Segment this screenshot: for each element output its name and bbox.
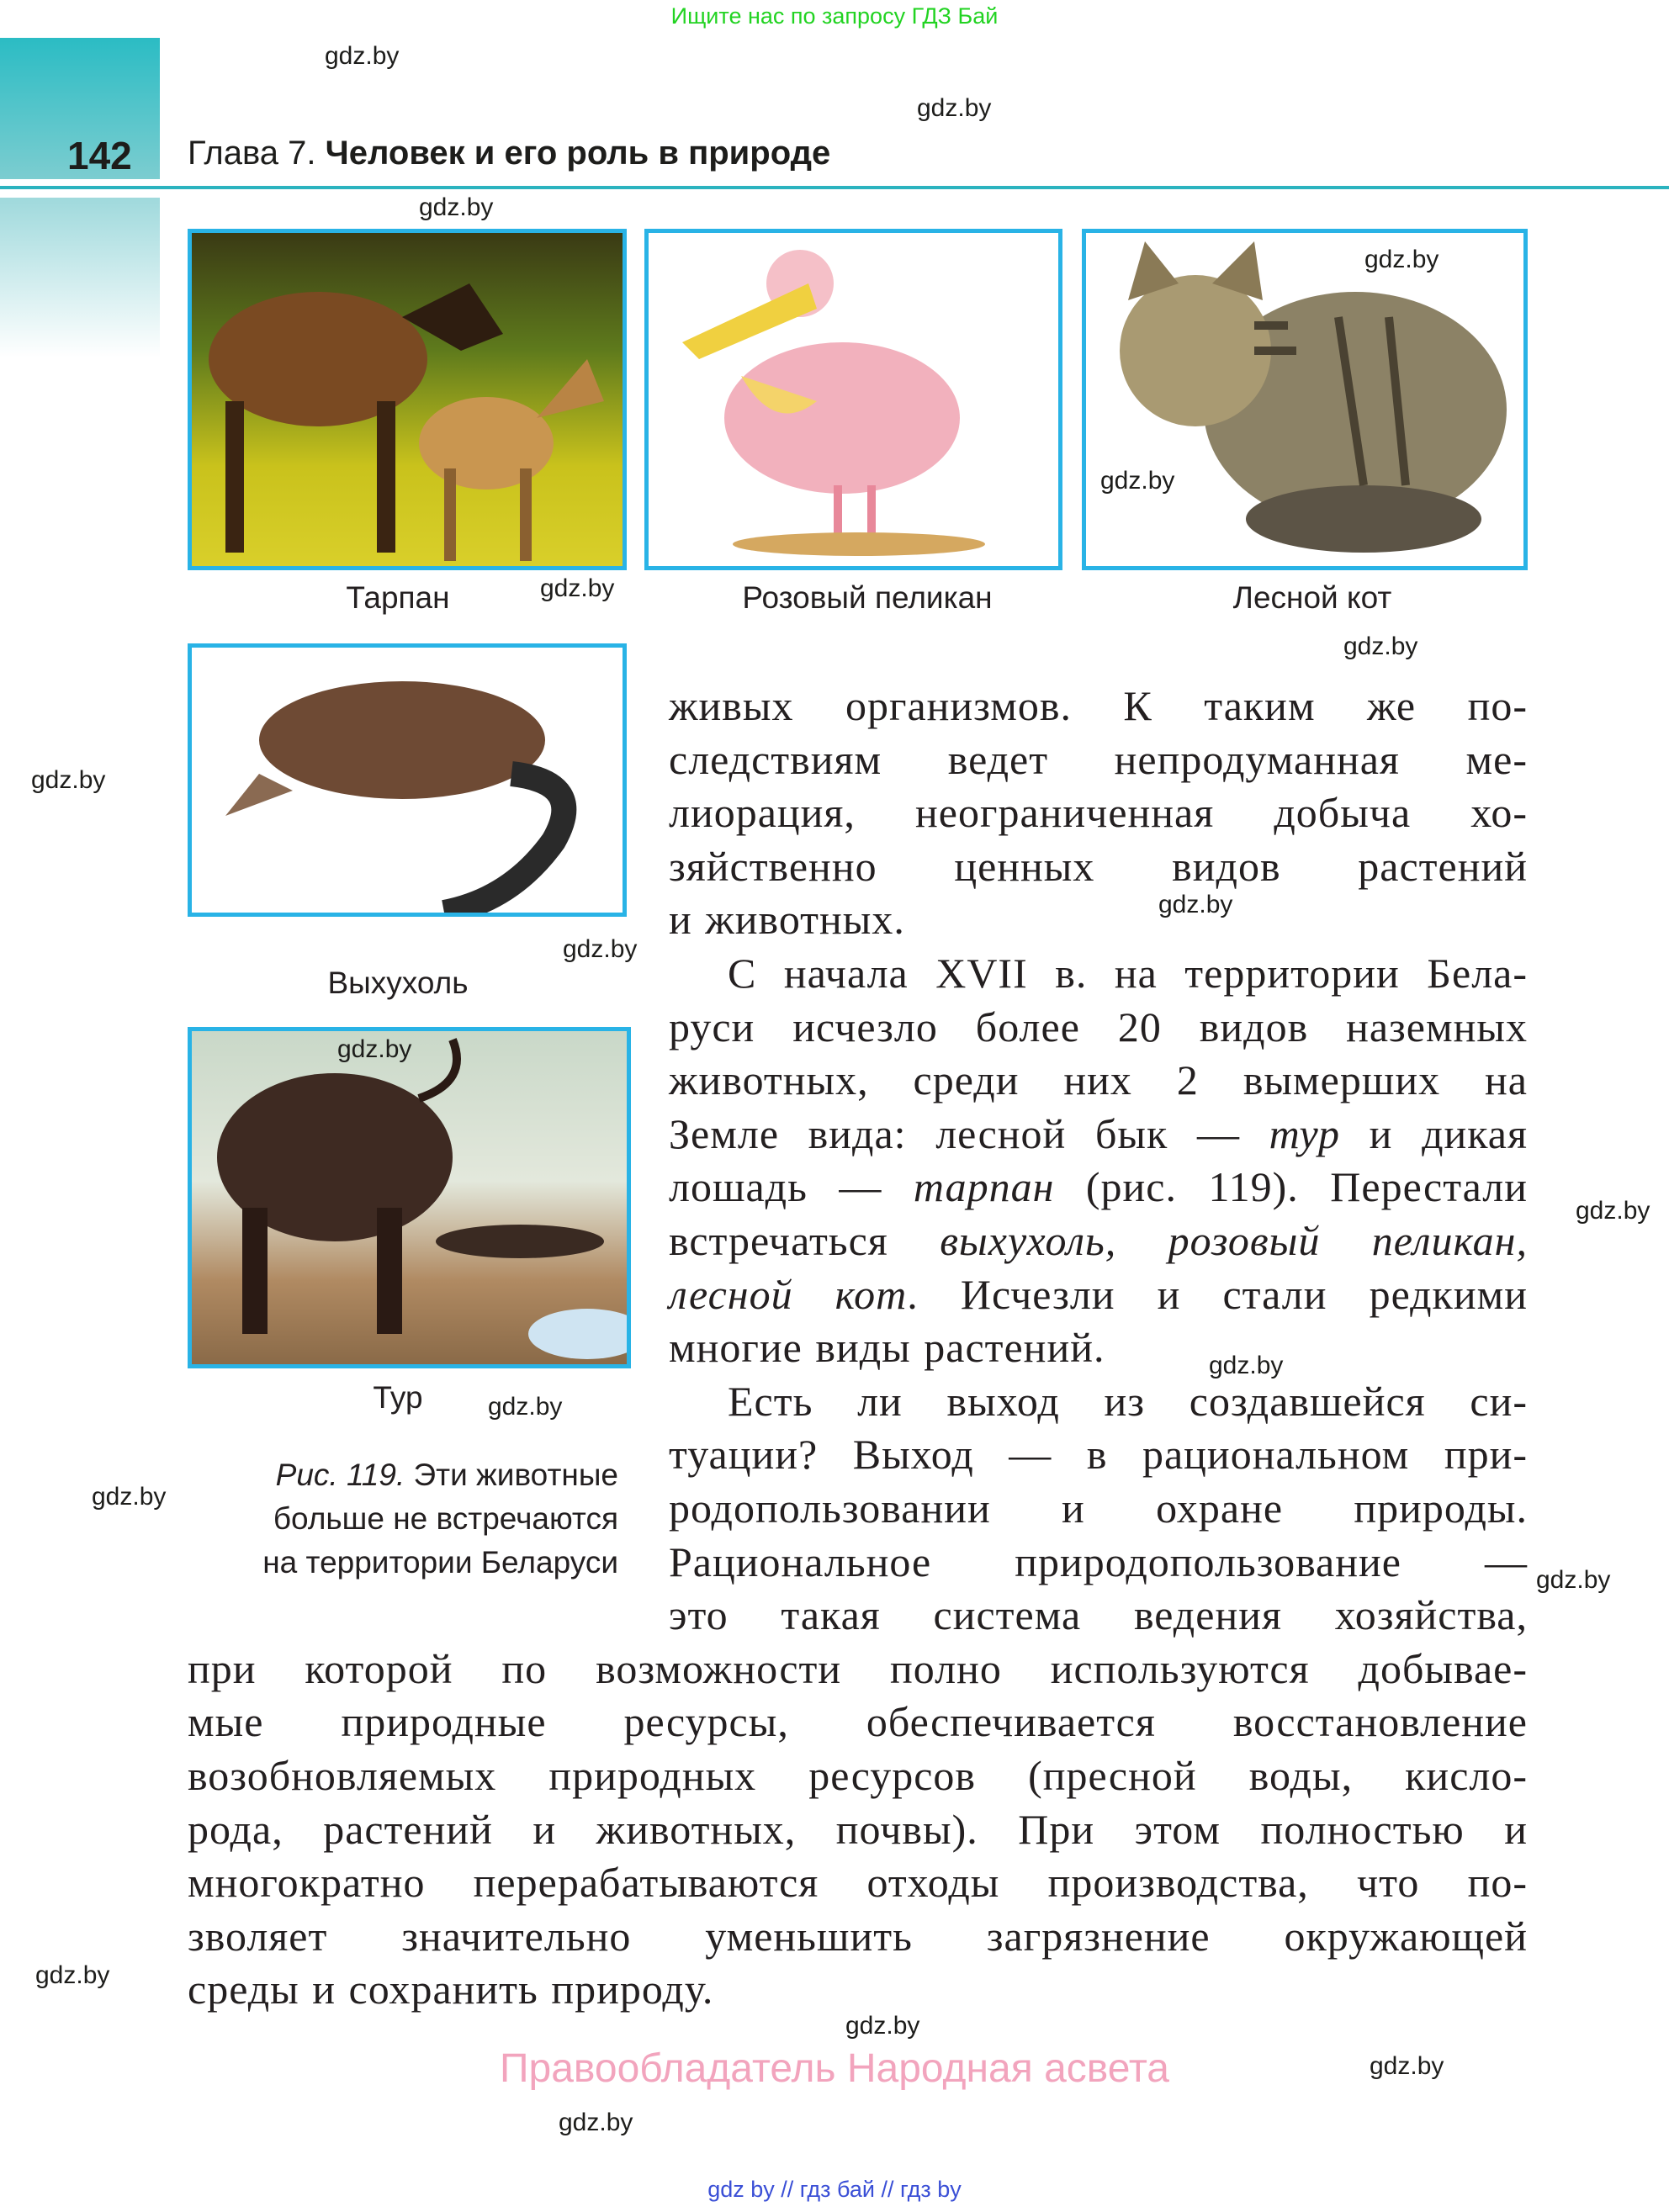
watermark: gdz.by	[488, 1393, 563, 1421]
body-line	[188, 1912, 1528, 1961]
text-segment: среды и сохранить природу.	[188, 1966, 714, 2014]
watermark: gdz.by	[845, 2012, 920, 2040]
italic-term: тарпан	[913, 1163, 1055, 1211]
pink-pelican-image	[644, 229, 1062, 570]
text-segment: зяйственно ценных видов растений	[669, 842, 1528, 890]
body-line	[669, 1109, 1528, 1158]
watermark: gdz.by	[419, 193, 494, 221]
body-line	[669, 1270, 1528, 1319]
watermark: gdz.by	[917, 94, 992, 122]
watermark: gdz.by	[1158, 891, 1233, 918]
watermark: gdz.by	[1343, 632, 1418, 660]
body-line	[669, 1056, 1528, 1104]
tarpan-image	[188, 229, 627, 570]
caption-aurochs: Тур	[373, 1380, 423, 1415]
watermark: gdz.by	[325, 42, 400, 70]
watermark: gdz.by	[1100, 467, 1175, 495]
body-line	[669, 842, 1528, 891]
text-segment: (рис. 119). Перестали	[1054, 1163, 1528, 1211]
body-line	[188, 1751, 1528, 1800]
text-segment: при которой по возможности полно используются добывае-	[188, 1644, 1528, 1692]
watermark: gdz.by	[1370, 2052, 1444, 2080]
search-banner: Ищите нас по запросу ГДЗ Бай	[670, 3, 999, 29]
text-segment: руси исчезло более 20 видов наземных	[669, 1003, 1528, 1050]
italic-term: лесной кот	[669, 1270, 908, 1318]
watermark: gdz.by	[92, 1483, 167, 1511]
header-divider	[0, 186, 1669, 189]
bottom-links[interactable]: gdz by // гдз бай // гдз by	[707, 2177, 962, 2202]
body-line	[669, 1484, 1528, 1532]
text-segment: многие виды растений.	[669, 1324, 1105, 1372]
body-line	[188, 1644, 1528, 1693]
text-segment: Есть ли выход из создавшейся си-	[728, 1377, 1528, 1425]
body-line	[188, 1805, 1528, 1854]
text-segment: мые природные ресурсы, обеспечивается восстановление	[188, 1698, 1528, 1746]
body-line	[669, 1162, 1528, 1211]
body-line	[728, 949, 1528, 998]
body-line	[669, 1590, 1528, 1639]
text-segment: встречаться	[669, 1217, 940, 1264]
italic-term: выхухоль, розовый пеликан,	[940, 1217, 1528, 1264]
text-segment: и животных.	[669, 896, 905, 944]
watermark: gdz.by	[31, 766, 106, 794]
caption-wildcat: Лесной кот	[1232, 580, 1392, 615]
figure-caption-line: Эти животные	[413, 1458, 618, 1492]
figure-caption-line: на территории Беларуси	[262, 1545, 618, 1580]
text-segment: живых организмов. К таким же по-	[669, 682, 1528, 729]
text-segment: Рациональное природопользование —	[669, 1537, 1528, 1585]
text-segment: и дикая	[1340, 1109, 1528, 1157]
chapter-prefix: Глава 7.	[188, 135, 316, 172]
margin-decoration	[0, 198, 160, 357]
watermark: gdz.by	[337, 1035, 412, 1063]
watermark: gdz.by	[1576, 1197, 1650, 1225]
body-line	[669, 1537, 1528, 1586]
figure-caption-line: больше не встречаются	[273, 1501, 618, 1536]
watermark: gdz.by	[540, 574, 615, 602]
body-line	[669, 1430, 1528, 1479]
body-line	[188, 1697, 1528, 1746]
text-segment: С начала XVII в. на территории Бела-	[728, 950, 1528, 997]
text-segment: многократно перерабатываются отходы производства, что по-	[188, 1859, 1528, 1907]
text-segment: возобновляемых природных ресурсов (пресной воды, кисло-	[188, 1752, 1528, 1799]
body-line	[669, 735, 1528, 784]
text-segment: это такая система ведения хозяйства,	[669, 1591, 1528, 1639]
figure-caption	[188, 1453, 618, 1585]
caption-desman: Выхухоль	[327, 966, 469, 1000]
text-segment: Земле вида: лесной бык —	[669, 1109, 1269, 1157]
watermark: gdz.by	[559, 2109, 633, 2136]
caption-pink-pelican: Розовый пеликан	[742, 580, 993, 615]
text-segment: зволяет значительно уменьшить загрязнение окружающей	[188, 1912, 1528, 1960]
body-line	[669, 788, 1528, 837]
rights-holder: Правообладатель Народная асвета	[500, 2046, 1169, 2091]
watermark: gdz.by	[563, 935, 638, 963]
body-line	[669, 1216, 1528, 1265]
page-number: 142	[67, 134, 132, 177]
text-segment: туации? Выход — в рациональном при-	[669, 1431, 1528, 1479]
watermark: gdz.by	[35, 1961, 110, 1989]
body-line	[669, 681, 1528, 730]
text-segment: следствиям ведет непродуманная ме-	[669, 735, 1528, 783]
text-segment: животных, среди них 2 вымерших на	[669, 1056, 1528, 1104]
figure-label: Рис. 119.	[275, 1458, 405, 1492]
text-segment: лиорация, неограниченная добыча хо-	[669, 789, 1528, 837]
text-segment: родопользовании и охране природы.	[669, 1484, 1528, 1532]
watermark: gdz.by	[1536, 1566, 1611, 1594]
body-line	[728, 1377, 1528, 1426]
body-line	[669, 1003, 1528, 1051]
body-line	[188, 1965, 1528, 2014]
desman-image	[188, 643, 627, 917]
chapter-title: Человек и его роль в природе	[325, 135, 831, 172]
text-segment: рода, растений и животных, почвы). При этом полностью и	[188, 1805, 1528, 1853]
text-segment: лошадь —	[669, 1163, 914, 1211]
text-segment: . Исчезли и стали редкими	[907, 1270, 1528, 1318]
body-line	[669, 895, 1528, 944]
aurochs-image	[188, 1027, 631, 1368]
watermark: gdz.by	[1209, 1352, 1284, 1379]
watermark: gdz.by	[1364, 246, 1439, 273]
caption-tarpan: Тарпан	[346, 580, 450, 615]
body-line	[188, 1858, 1528, 1907]
body-line	[669, 1323, 1528, 1372]
chapter-heading	[188, 135, 830, 172]
italic-term: тур	[1269, 1109, 1341, 1157]
wildcat-image	[1082, 229, 1528, 570]
